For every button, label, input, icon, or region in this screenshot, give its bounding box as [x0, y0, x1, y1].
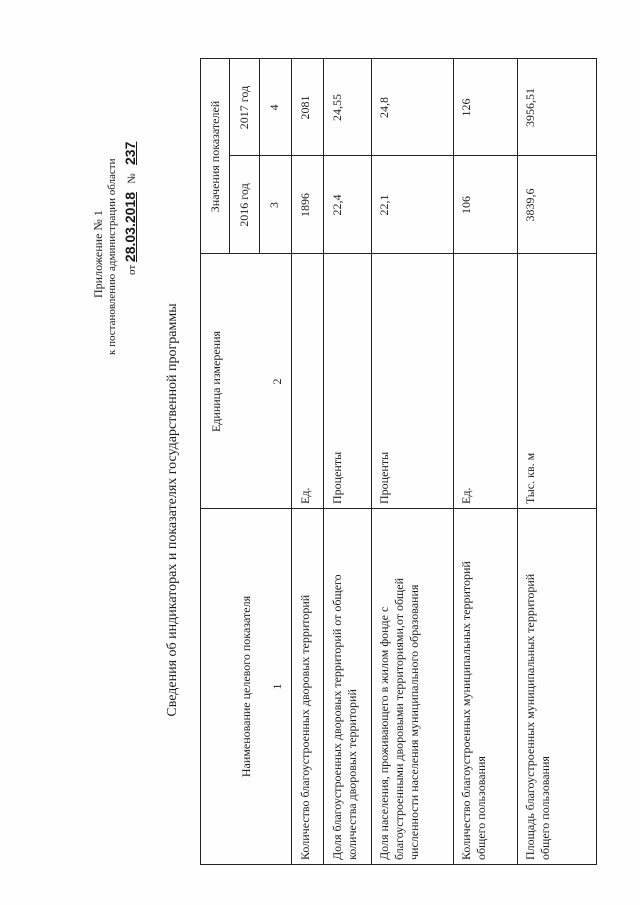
col-number-3: 3: [267, 202, 281, 208]
header-name: Наименование целевого показателя: [239, 595, 253, 778]
row-3-unit: Проценты: [377, 451, 391, 504]
row-3-2017: 24,8: [377, 97, 391, 118]
col-number-2: 2: [270, 378, 284, 385]
row-divider: [453, 59, 454, 864]
row-divider: [291, 59, 292, 864]
appendix-label: Приложение № 1: [91, 210, 105, 298]
col-divider: [229, 155, 596, 156]
row-1-unit: Ед.: [298, 487, 312, 504]
row-divider: [323, 59, 324, 864]
col-number-1: 1: [270, 683, 284, 690]
appendix-reference: к постановлению администрации области: [106, 158, 118, 355]
row-5-unit: Тыс. кв. м: [523, 452, 537, 504]
document-title: Сведения об индикаторах и показателях государственной программы: [165, 303, 180, 717]
header-year-2017: 2017 год: [237, 85, 251, 130]
row-divider: [517, 59, 518, 864]
row-5-name: Площадь благоустроенных муниципальных территорий общего пользования: [523, 573, 552, 860]
col-number-4: 4: [267, 104, 281, 111]
row-2-2017: 24,55: [330, 94, 344, 121]
row-2-name: Доля благоустроенных дворовых территорий от общего количества дворовых территорий: [330, 574, 359, 860]
appendix-date-number: [122, 142, 138, 275]
row-4-name: Количество благоустроенных муниципальных территорий общего пользования: [459, 561, 488, 860]
row-3-2016: 22,1: [377, 194, 391, 216]
row-4-2017: 126: [459, 98, 473, 117]
row-5-2016: 3839,6: [523, 188, 537, 222]
indicators-table: [200, 58, 597, 865]
row-divider: [371, 59, 372, 864]
row-1-2016: 1896: [298, 193, 312, 217]
row-4-unit: Ед.: [459, 487, 473, 504]
col-divider: [201, 508, 596, 509]
row-1-name: Количество благоустроенных дворовых территорий: [298, 594, 312, 860]
row-divider: [229, 59, 230, 254]
header-values: Значения показателей: [208, 100, 222, 213]
number-label: №: [126, 173, 138, 184]
resolution-number: 237: [122, 141, 138, 165]
date-prefix: от: [126, 264, 138, 275]
header-unit: Единица измерения: [209, 330, 223, 433]
resolution-date: 28.03.2018: [122, 192, 138, 263]
row-2-unit: Проценты: [330, 451, 344, 504]
row-divider: [259, 59, 260, 254]
row-3-name: Доля населения, проживающего в жилом фонде с благоустроенными дворовыми территориями,от общей численности населения муниципального образования: [377, 577, 421, 860]
row-1-2017: 2081: [298, 95, 312, 120]
row-2-2016: 22,4: [330, 194, 344, 216]
header-year-2016: 2016 год: [237, 183, 251, 227]
row-4-2016: 106: [459, 196, 473, 214]
row-5-2017: 3956,51: [523, 88, 537, 127]
